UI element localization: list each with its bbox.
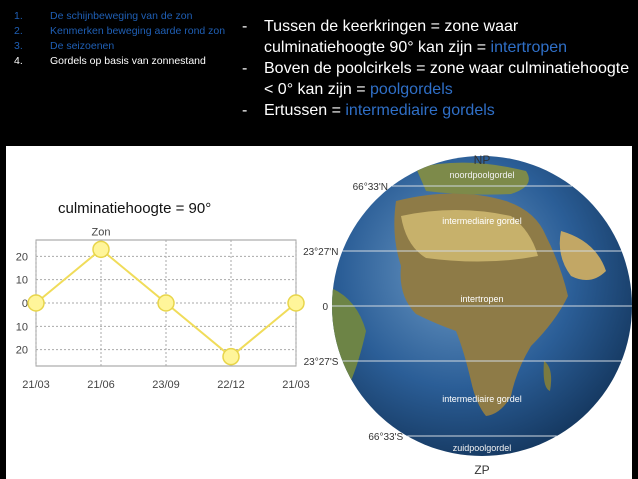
outline-number: 1. — [14, 10, 23, 22]
outline-label: De seizoenen — [50, 40, 115, 52]
bullet-intertropen — [236, 16, 636, 58]
bullet-highlight: poolgordels — [370, 81, 453, 98]
north-pole-label: NP — [473, 153, 491, 167]
bullet-highlight: intermediaire gordels — [345, 102, 495, 119]
outline-label: De schijnbeweging van de zon — [50, 10, 193, 22]
bullet-dash: - — [242, 60, 248, 77]
sun-height-chart — [6, 218, 310, 398]
bullet-poolgordels — [236, 58, 636, 100]
bullet-list — [236, 16, 636, 121]
bullet-highlight: intertropen — [490, 39, 568, 56]
outline-label: Kenmerken beweging aarde rond zon — [50, 25, 226, 37]
chart-y-tick-label: 10 — [15, 274, 28, 287]
globe-diagram — [303, 146, 632, 479]
south-pole-label: ZP — [474, 463, 490, 477]
outline-label: Gordels op basis van zonnestand — [50, 55, 206, 67]
chart-y-tick-label: 20 — [15, 344, 28, 357]
chart-x-tick-label: 22/12 — [217, 379, 245, 391]
sun-annotation: Zon — [91, 226, 111, 239]
outline-list — [8, 10, 228, 70]
zone-label: zuidpoolgordel — [452, 443, 512, 453]
bullet-dash: - — [242, 102, 248, 119]
outline-item-1 — [8, 10, 228, 23]
outline-item-3 — [8, 40, 228, 53]
bullet-dash: - — [242, 18, 248, 35]
latitude-label: 23°27'S — [303, 357, 339, 368]
latitude-label: 66°33'N — [352, 182, 388, 193]
latitude-label: 0 — [322, 302, 328, 313]
culmination-formula: culminatiehoogte = 90° — [58, 200, 212, 217]
chart-x-tick-label: 23/09 — [152, 379, 180, 391]
sun-marker — [158, 295, 174, 311]
sun-marker — [28, 295, 44, 311]
sun-marker — [223, 349, 239, 365]
latitude-label: 23°27'N — [303, 247, 339, 258]
outline-number: 3. — [14, 40, 23, 52]
chart-x-tick-label: 21/03 — [282, 379, 310, 391]
latitude-label: 66°33'S — [368, 432, 404, 443]
bullet-intermediair — [236, 100, 636, 121]
chart-x-ticks — [22, 379, 310, 391]
chart-y-tick-label: 20 — [15, 251, 28, 264]
zone-label: intermediaire gordel — [442, 394, 522, 404]
chart-y-tick-label: 10 — [15, 321, 28, 334]
bullet-text: Boven de poolcirkels = zone waar culminatiehoogte < 0° kan zijn = — [264, 60, 630, 98]
bullet-text: Ertussen = — [264, 102, 346, 119]
outline-number: 4. — [14, 55, 23, 67]
bullet-text: Tussen de keerkringen = zone waar culminatiehoogte 90° kan zijn = — [264, 18, 519, 56]
outline-number: 2. — [14, 25, 23, 37]
zone-label: noordpoolgordel — [449, 170, 515, 180]
outline-item-2 — [8, 25, 228, 38]
zone-label: intertropen — [460, 294, 504, 304]
sun-marker — [288, 295, 304, 311]
outline-item-4 — [8, 55, 228, 68]
sun-marker — [93, 241, 109, 257]
chart-x-tick-label: 21/06 — [87, 379, 115, 391]
chart-x-tick-label: 21/03 — [22, 379, 50, 391]
chart-y-ticks — [16, 251, 28, 356]
zone-label: intermediaire gordel — [442, 216, 522, 226]
chart-y-tick-label: 0 — [21, 298, 28, 310]
